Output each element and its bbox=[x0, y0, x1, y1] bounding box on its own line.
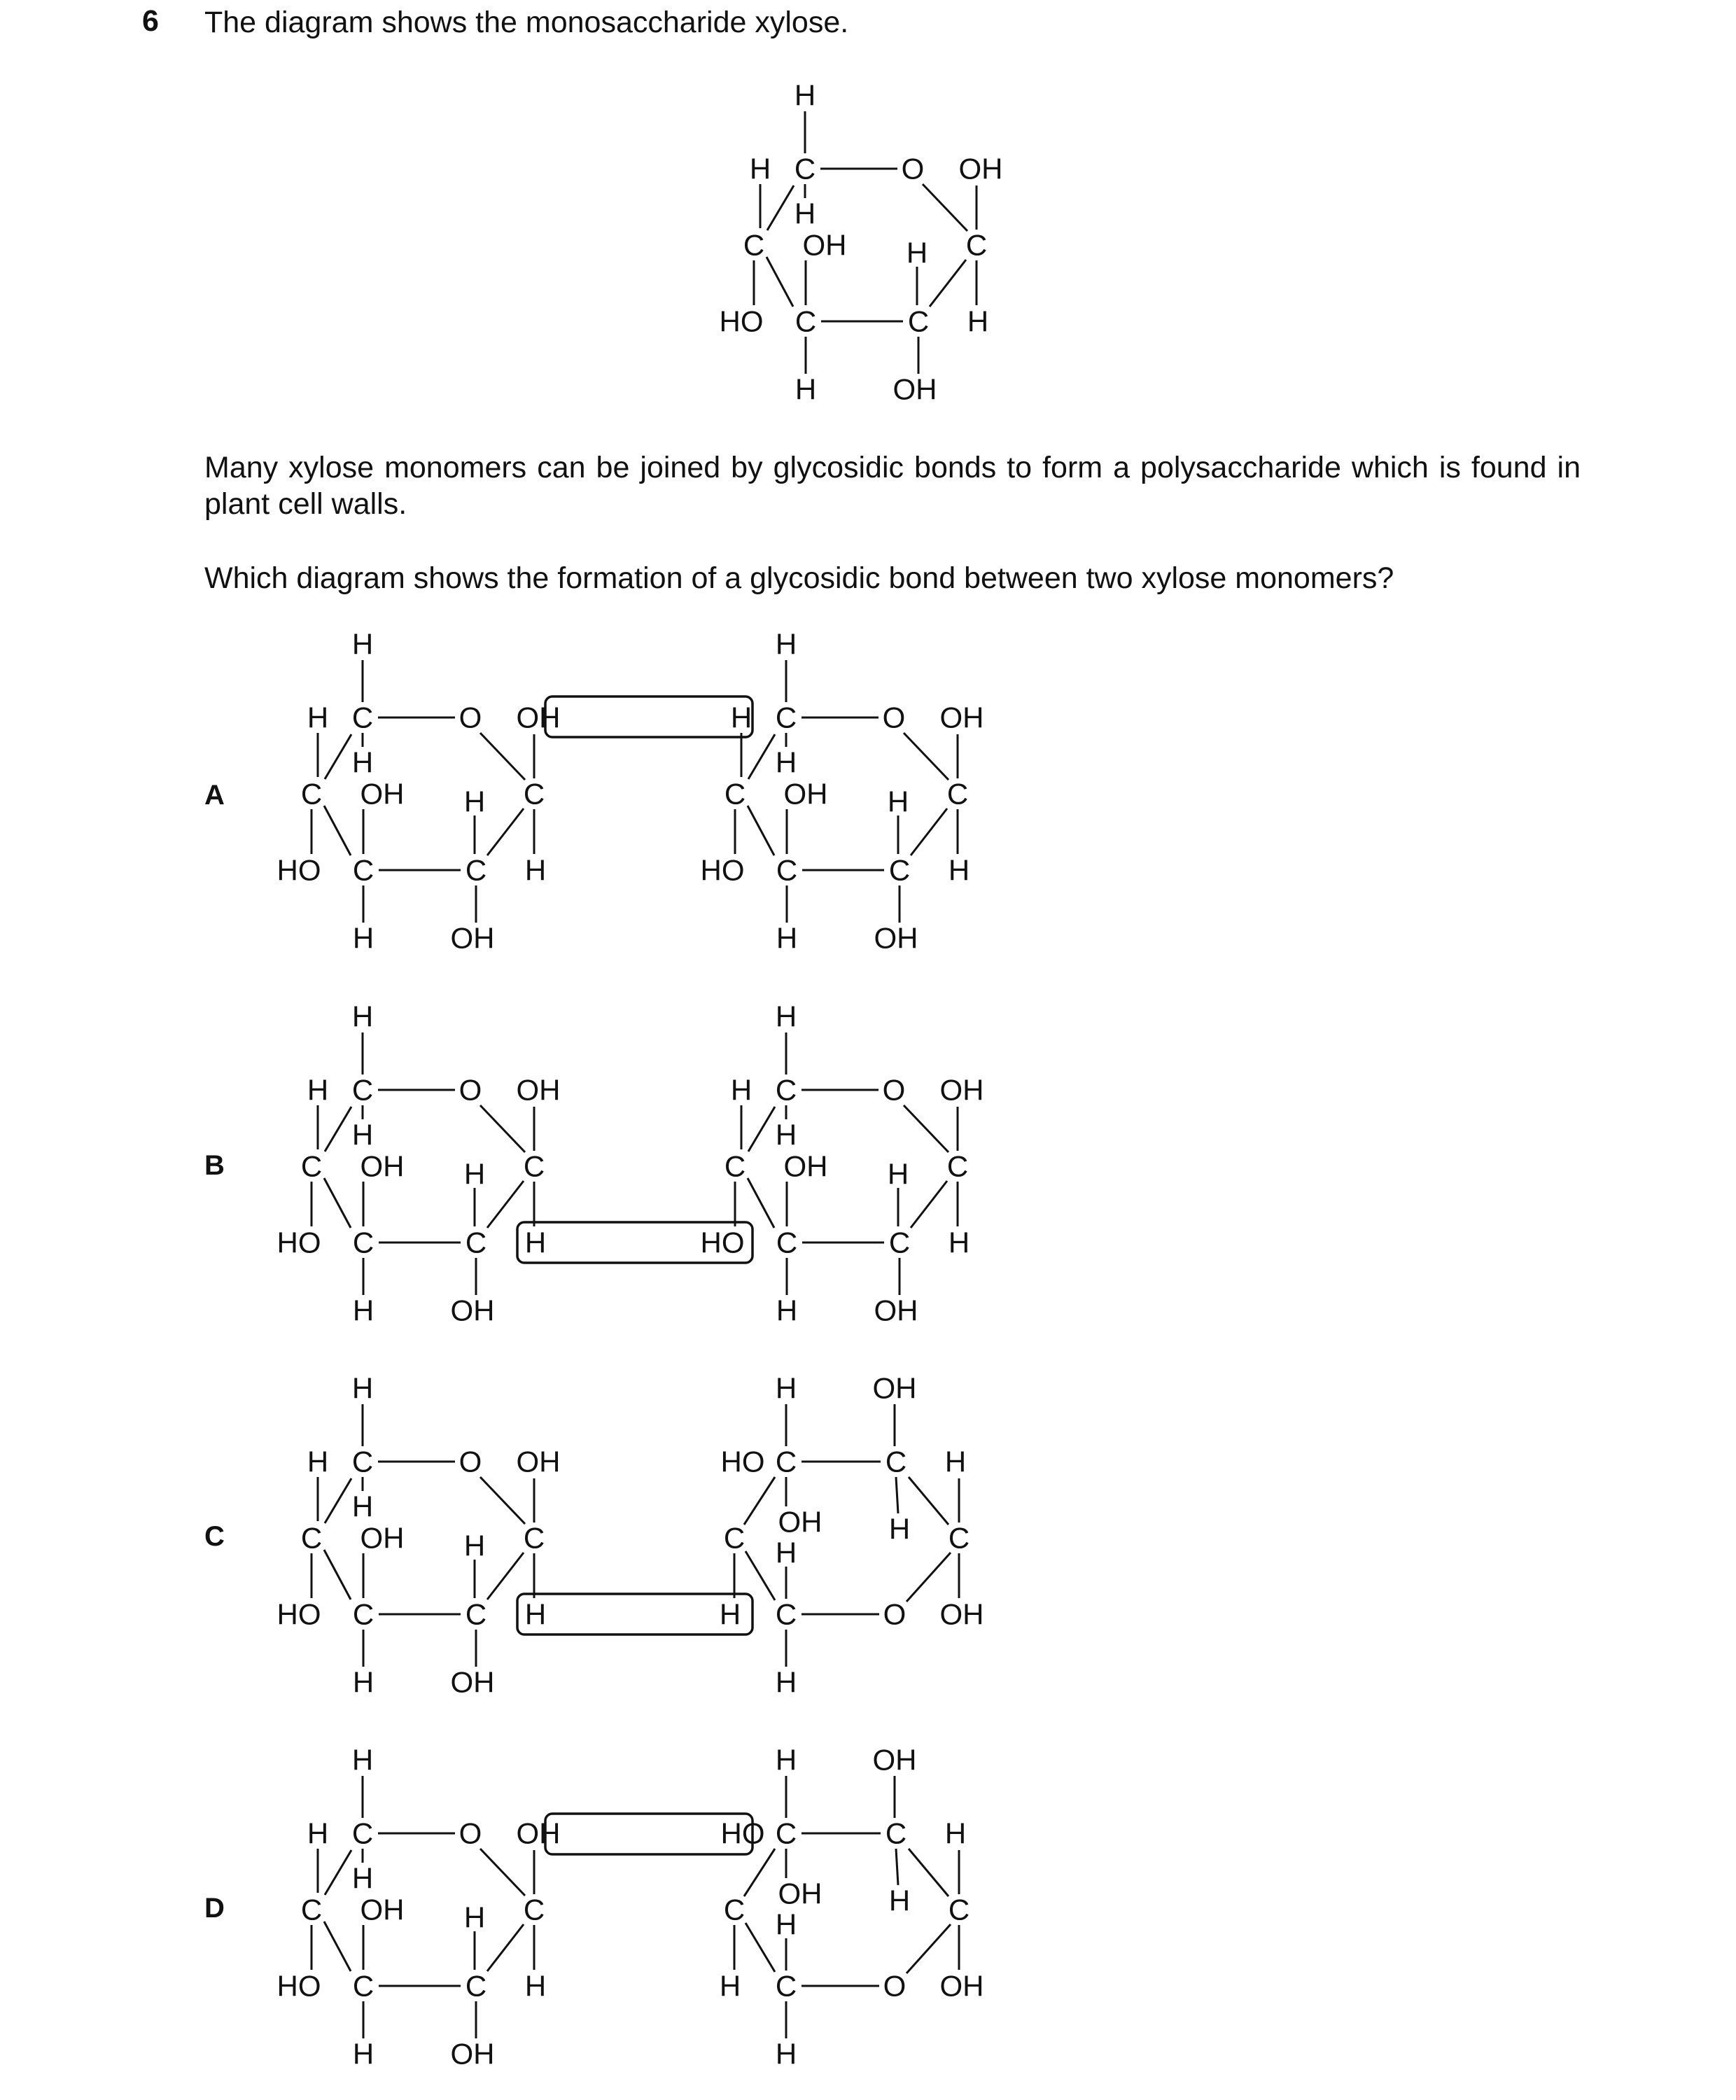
bond-line bbox=[748, 734, 775, 779]
bond-line bbox=[767, 186, 794, 230]
c-left-c5-carbon: C bbox=[351, 1445, 374, 1478]
b-right-c4-carbon: C bbox=[724, 1149, 746, 1183]
d-left-h-c5-left: H bbox=[307, 1816, 329, 1850]
b-right-h-c1-lower: H bbox=[948, 1226, 970, 1259]
b-left-h-c2-upper: H bbox=[463, 1157, 486, 1191]
a-left-h-c2-upper: H bbox=[463, 785, 486, 818]
c-right-h-bottom: H bbox=[775, 1665, 797, 1699]
a-left-c5-carbon: C bbox=[351, 701, 374, 734]
option-d-label: D bbox=[204, 1893, 225, 1924]
d-right-c-left: C bbox=[723, 1893, 746, 1926]
bond-line bbox=[487, 1181, 524, 1228]
a-right-oh-c2: OH bbox=[874, 921, 918, 955]
c-left-h-c2-upper: H bbox=[463, 1529, 486, 1562]
d-left-ring-oxygen: O bbox=[458, 1816, 482, 1850]
c-right-ho-left: HO bbox=[720, 1445, 765, 1478]
b-left-oh-c2: OH bbox=[450, 1294, 495, 1327]
c-right-h-mid-left: H bbox=[775, 1536, 797, 1569]
bond-line bbox=[909, 1849, 948, 1896]
a-right-c5-carbon: C bbox=[775, 701, 797, 734]
bond-line bbox=[746, 1923, 775, 1972]
bond-line bbox=[325, 1850, 351, 1895]
a-left-h-top: H bbox=[351, 627, 374, 661]
c-right-ring-oxygen: O bbox=[883, 1597, 906, 1631]
xylose-c2-carbon: C bbox=[907, 304, 930, 338]
xylose-c5-carbon: C bbox=[794, 152, 816, 186]
b-left-c4-carbon: C bbox=[300, 1149, 323, 1183]
d-right-h-mid-left: H bbox=[775, 1907, 797, 1941]
b-right-h-c5-below: H bbox=[775, 1118, 797, 1152]
d-right-c-bottom: C bbox=[775, 1969, 797, 2003]
bond-line bbox=[325, 1107, 351, 1152]
d-right-c-top-right: C bbox=[885, 1816, 907, 1850]
a-right-c3-carbon: C bbox=[776, 853, 798, 887]
d-right-h-mid-right: H bbox=[888, 1884, 911, 1917]
c-right-oh-top: OH bbox=[872, 1371, 917, 1405]
a-left-c2-carbon: C bbox=[465, 853, 487, 887]
d-left-h-top: H bbox=[351, 1743, 374, 1777]
bond-line bbox=[744, 1849, 775, 1896]
d-left-c2-carbon: C bbox=[465, 1969, 487, 2003]
b-right-h-top: H bbox=[775, 1000, 797, 1033]
option-a-label: A bbox=[204, 780, 225, 811]
bond-line bbox=[325, 734, 351, 779]
a-right-c1-carbon: C bbox=[946, 777, 969, 811]
d-left-h-c5-below: H bbox=[351, 1861, 374, 1895]
a-left-h-c1-lower: H bbox=[524, 853, 547, 887]
b-left-h-c3-lower: H bbox=[352, 1294, 374, 1327]
bond-line bbox=[480, 1105, 525, 1152]
xylose-h-c1-lower: H bbox=[967, 304, 989, 338]
option-c-bond-box bbox=[517, 1594, 752, 1634]
b-right-c2-carbon: C bbox=[888, 1226, 911, 1259]
d-right-c-top-left: C bbox=[775, 1816, 797, 1850]
xylose-h-c5-left: H bbox=[749, 152, 771, 186]
a-right-h-c3-lower: H bbox=[776, 921, 798, 955]
a-right-ring-oxygen: O bbox=[882, 701, 906, 734]
d-left-h-c2-upper: H bbox=[463, 1900, 486, 1934]
bond-line bbox=[487, 1924, 524, 1971]
c-left-oh-c3: OH bbox=[360, 1521, 405, 1555]
a-left-h-c5-below: H bbox=[351, 746, 374, 779]
d-left-ho-c4: HO bbox=[276, 1969, 321, 2003]
b-left-c1-carbon: C bbox=[523, 1149, 545, 1183]
option-b-label: B bbox=[204, 1150, 225, 1181]
b-left-ho-c4: HO bbox=[276, 1226, 321, 1259]
b-right-h-c2-upper: H bbox=[887, 1157, 909, 1191]
c-left-oh-c1: OH bbox=[516, 1445, 561, 1478]
xylose-oh-c1: OH bbox=[958, 152, 1003, 186]
bond-line bbox=[923, 184, 967, 231]
bond-line bbox=[766, 257, 793, 307]
d-right-oh-mid: OH bbox=[778, 1877, 822, 1910]
b-right-oh-c3: OH bbox=[783, 1149, 828, 1183]
bond-line bbox=[487, 1553, 524, 1600]
a-right-h-c2-upper: H bbox=[887, 785, 909, 818]
bond-line bbox=[480, 1849, 525, 1896]
b-left-h-c1-lower: H bbox=[524, 1226, 547, 1259]
c-left-h-top: H bbox=[351, 1371, 374, 1405]
d-left-oh-c2: OH bbox=[450, 2037, 495, 2071]
c-right-oh-bottom: OH bbox=[939, 1597, 984, 1631]
c-right-c-bottom: C bbox=[775, 1597, 797, 1631]
a-left-c4-carbon: C bbox=[300, 777, 323, 811]
xylose-c3-carbon: C bbox=[794, 304, 817, 338]
b-left-ring-oxygen: O bbox=[458, 1073, 482, 1107]
c-left-c2-carbon: C bbox=[465, 1597, 487, 1631]
c-right-c-right: C bbox=[948, 1521, 970, 1555]
b-left-c3-carbon: C bbox=[352, 1226, 374, 1259]
a-left-h-c5-left: H bbox=[307, 701, 329, 734]
xylose-h-top: H bbox=[794, 78, 816, 112]
xylose-ring-oxygen: O bbox=[901, 152, 925, 186]
b-right-oh-c1: OH bbox=[939, 1073, 984, 1107]
c-left-ho-c4: HO bbox=[276, 1597, 321, 1631]
bond-line bbox=[746, 1551, 775, 1600]
d-right-h-bottom: H bbox=[775, 2037, 797, 2071]
a-right-ho-c4: HO bbox=[700, 853, 745, 887]
a-left-oh-c2: OH bbox=[450, 921, 495, 955]
d-right-ring-oxygen: O bbox=[883, 1969, 906, 2003]
b-left-h-c5-left: H bbox=[307, 1073, 329, 1107]
b-left-h-top: H bbox=[351, 1000, 374, 1033]
bond-line bbox=[896, 1849, 898, 1885]
question-number: 6 bbox=[142, 4, 159, 38]
c-right-h-lower-left: H bbox=[719, 1597, 741, 1631]
d-right-h-lower-left: H bbox=[719, 1969, 741, 2003]
bond-line bbox=[324, 1550, 351, 1600]
a-left-ho-c4: HO bbox=[276, 853, 321, 887]
bond-line bbox=[480, 1477, 525, 1524]
b-right-ring-oxygen: O bbox=[882, 1073, 906, 1107]
a-right-h-c5-below: H bbox=[775, 746, 797, 779]
bond-line bbox=[909, 1477, 948, 1525]
c-left-h-c5-below: H bbox=[351, 1490, 374, 1523]
a-left-c1-carbon: C bbox=[523, 777, 545, 811]
bond-line bbox=[748, 1178, 774, 1228]
a-left-oh-c1: OH bbox=[516, 701, 561, 734]
c-left-c3-carbon: C bbox=[352, 1597, 374, 1631]
c-left-h-c3-lower: H bbox=[352, 1665, 374, 1699]
b-left-c5-carbon: C bbox=[351, 1073, 374, 1107]
bond-line bbox=[896, 1477, 898, 1513]
bond-line bbox=[324, 1921, 351, 1971]
c-right-h-top: H bbox=[775, 1371, 797, 1405]
d-left-oh-c3: OH bbox=[360, 1893, 405, 1926]
b-left-oh-c1: OH bbox=[516, 1073, 561, 1107]
bond-line bbox=[911, 1181, 947, 1228]
bond-line bbox=[324, 806, 351, 855]
xylose-c1-carbon: C bbox=[965, 228, 988, 262]
a-right-oh-c1: OH bbox=[939, 701, 984, 734]
xylose-oh-c3: OH bbox=[802, 228, 847, 262]
b-right-oh-c2: OH bbox=[874, 1294, 918, 1327]
a-left-h-c3-lower: H bbox=[352, 921, 374, 955]
d-right-oh-bottom: OH bbox=[939, 1969, 984, 2003]
xylose-h-c5-below: H bbox=[794, 197, 816, 230]
b-right-ho-c4: HO bbox=[700, 1226, 745, 1259]
c-right-oh-mid: OH bbox=[778, 1505, 822, 1539]
d-right-c-right: C bbox=[948, 1893, 970, 1926]
bond-line bbox=[480, 733, 525, 780]
a-right-c2-carbon: C bbox=[888, 853, 911, 887]
d-right-oh-top: OH bbox=[872, 1743, 917, 1777]
b-right-c5-carbon: C bbox=[775, 1073, 797, 1107]
bond-line bbox=[748, 806, 774, 855]
option-c-label: C bbox=[204, 1521, 225, 1552]
bond-line bbox=[904, 1105, 948, 1152]
xylose-ho-c4: HO bbox=[719, 304, 764, 338]
c-right-c-top-left: C bbox=[775, 1445, 797, 1478]
d-right-h-right: H bbox=[944, 1816, 967, 1850]
b-right-h-c5-left: H bbox=[730, 1073, 752, 1107]
bond-line bbox=[911, 808, 947, 855]
a-left-c3-carbon: C bbox=[352, 853, 374, 887]
c-left-c4-carbon: C bbox=[300, 1521, 323, 1555]
bond-line bbox=[744, 1477, 775, 1525]
a-right-h-c5-left: H bbox=[730, 701, 752, 734]
d-left-oh-c1: OH bbox=[516, 1816, 561, 1850]
a-right-oh-c3: OH bbox=[783, 777, 828, 811]
d-left-c4-carbon: C bbox=[300, 1893, 323, 1926]
xylose-c4-carbon: C bbox=[743, 228, 765, 262]
a-left-ring-oxygen: O bbox=[458, 701, 482, 734]
c-left-c1-carbon: C bbox=[523, 1521, 545, 1555]
bond-line bbox=[324, 1178, 351, 1228]
a-right-h-c1-lower: H bbox=[948, 853, 970, 887]
a-right-h-top: H bbox=[775, 627, 797, 661]
d-left-c5-carbon: C bbox=[351, 1816, 374, 1850]
b-right-c1-carbon: C bbox=[946, 1149, 969, 1183]
d-right-ho-left: HO bbox=[720, 1816, 765, 1850]
xylose-h-c2-upper: H bbox=[906, 236, 928, 270]
c-right-h-mid-right: H bbox=[888, 1512, 911, 1546]
c-left-h-c1-lower: H bbox=[524, 1597, 547, 1631]
b-right-c3-carbon: C bbox=[776, 1226, 798, 1259]
option-a-bond-box bbox=[545, 696, 752, 737]
bond-line bbox=[748, 1107, 775, 1152]
a-left-oh-c3: OH bbox=[360, 777, 405, 811]
d-left-c1-carbon: C bbox=[523, 1893, 545, 1926]
bond-line bbox=[906, 1924, 951, 1973]
a-right-c4-carbon: C bbox=[724, 777, 746, 811]
b-left-h-c5-below: H bbox=[351, 1118, 374, 1152]
d-left-c3-carbon: C bbox=[352, 1969, 374, 2003]
d-right-h-top: H bbox=[775, 1743, 797, 1777]
b-left-oh-c3: OH bbox=[360, 1149, 405, 1183]
c-right-h-right: H bbox=[944, 1445, 967, 1478]
bond-line bbox=[325, 1478, 351, 1523]
c-right-c-top-right: C bbox=[885, 1445, 907, 1478]
c-left-oh-c2: OH bbox=[450, 1665, 495, 1699]
b-left-c2-carbon: C bbox=[465, 1226, 487, 1259]
b-right-h-c3-lower: H bbox=[776, 1294, 798, 1327]
c-left-ring-oxygen: O bbox=[458, 1445, 482, 1478]
bond-line bbox=[487, 808, 524, 855]
bond-line bbox=[904, 733, 948, 780]
d-left-h-c1-lower: H bbox=[524, 1969, 547, 2003]
c-right-c-left: C bbox=[723, 1521, 746, 1555]
xylose-h-c3-lower: H bbox=[794, 372, 817, 406]
d-left-h-c3-lower: H bbox=[352, 2037, 374, 2071]
question-stem: The diagram shows the monosaccharide xylose. bbox=[204, 6, 849, 39]
question-prompt: Which diagram shows the formation of a glycosidic bond between two xylose monomers? bbox=[204, 561, 1394, 595]
bond-line bbox=[930, 260, 966, 307]
xylose-oh-c2: OH bbox=[892, 372, 937, 406]
c-left-h-c5-left: H bbox=[307, 1445, 329, 1478]
question-intro: Many xylose monomers can be joined by glycosidic bonds to form a polysaccharide which is found in plant cell walls. bbox=[204, 451, 1581, 521]
bond-line bbox=[906, 1553, 951, 1602]
